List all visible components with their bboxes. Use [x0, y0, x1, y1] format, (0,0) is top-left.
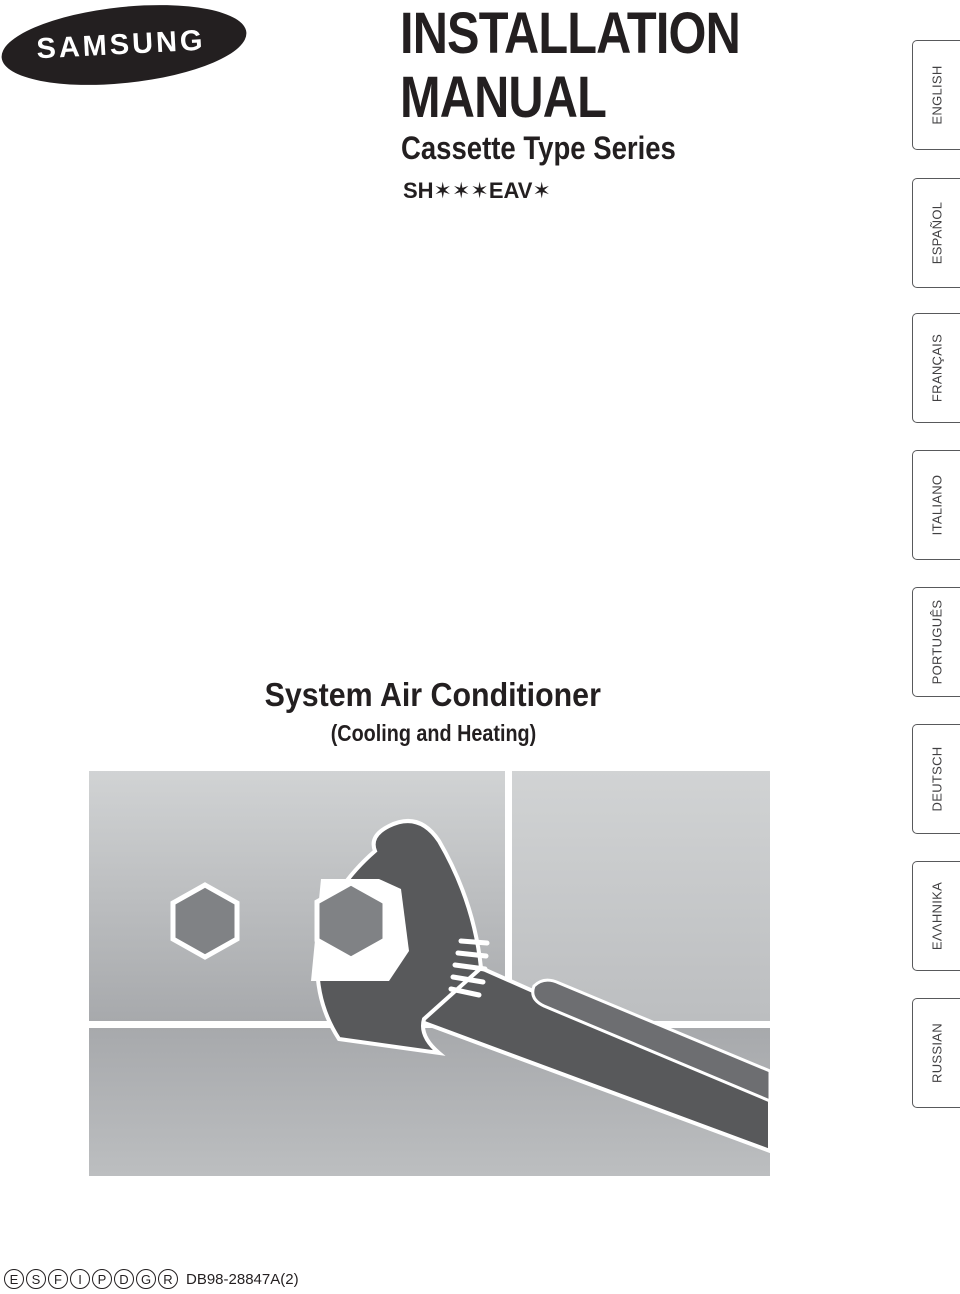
language-code-badge: E: [4, 1269, 24, 1289]
language-tab-label: ΕΛΛΗΝΙΚΑ: [929, 881, 944, 951]
language-code-badge: R: [158, 1269, 178, 1289]
language-tab-english[interactable]: [912, 40, 960, 150]
hex-nut-small-icon: [173, 885, 237, 957]
language-code-badge: F: [48, 1269, 68, 1289]
manual-title-line-1: INSTALLATION: [400, 1, 740, 66]
language-tab-deutsch[interactable]: [912, 724, 960, 834]
language-tab-label: PORTUGUÊS: [929, 599, 944, 685]
language-code-badge: I: [70, 1269, 90, 1289]
product-name-text: System Air Conditioner: [264, 676, 602, 713]
footer: [4, 1266, 299, 1292]
samsung-logo-text: SAMSUNG: [35, 24, 207, 65]
language-code-badge: D: [114, 1269, 134, 1289]
model-number: SH✶✶✶EAV✶: [403, 178, 551, 203]
series-subtitle: Cassette Type Series: [401, 130, 676, 166]
language-tab-greek[interactable]: [912, 861, 960, 971]
language-tab-francais[interactable]: [912, 313, 960, 423]
language-tab-label: ITALIANO: [929, 474, 944, 536]
language-tab-russian[interactable]: [912, 998, 960, 1108]
language-code-badge: S: [26, 1269, 46, 1289]
language-tab-label: DEUTSCH: [929, 746, 944, 812]
document-code: DB98-28847A(2): [186, 1270, 299, 1288]
manual-title-line-2: MANUAL: [400, 65, 607, 130]
language-code-badge: G: [136, 1269, 156, 1289]
product-subtitle: [0, 720, 866, 747]
language-tab-portugues[interactable]: [912, 587, 960, 697]
product-subtitle-text: (Cooling and Heating): [330, 720, 536, 746]
language-tab-italiano[interactable]: [912, 450, 960, 560]
language-tab-label: RUSSIAN: [929, 1023, 944, 1083]
language-tab-espanol[interactable]: [912, 178, 960, 288]
product-name: [0, 676, 866, 714]
language-tab-label: ENGLISH: [929, 65, 944, 125]
hex-nut-large-icon: [317, 883, 385, 959]
language-code-badge: P: [92, 1269, 112, 1289]
wrench-illustration: [89, 771, 770, 1176]
language-tab-label: FRANÇAIS: [929, 333, 944, 403]
language-tab-label: ESPAÑOL: [929, 201, 944, 265]
